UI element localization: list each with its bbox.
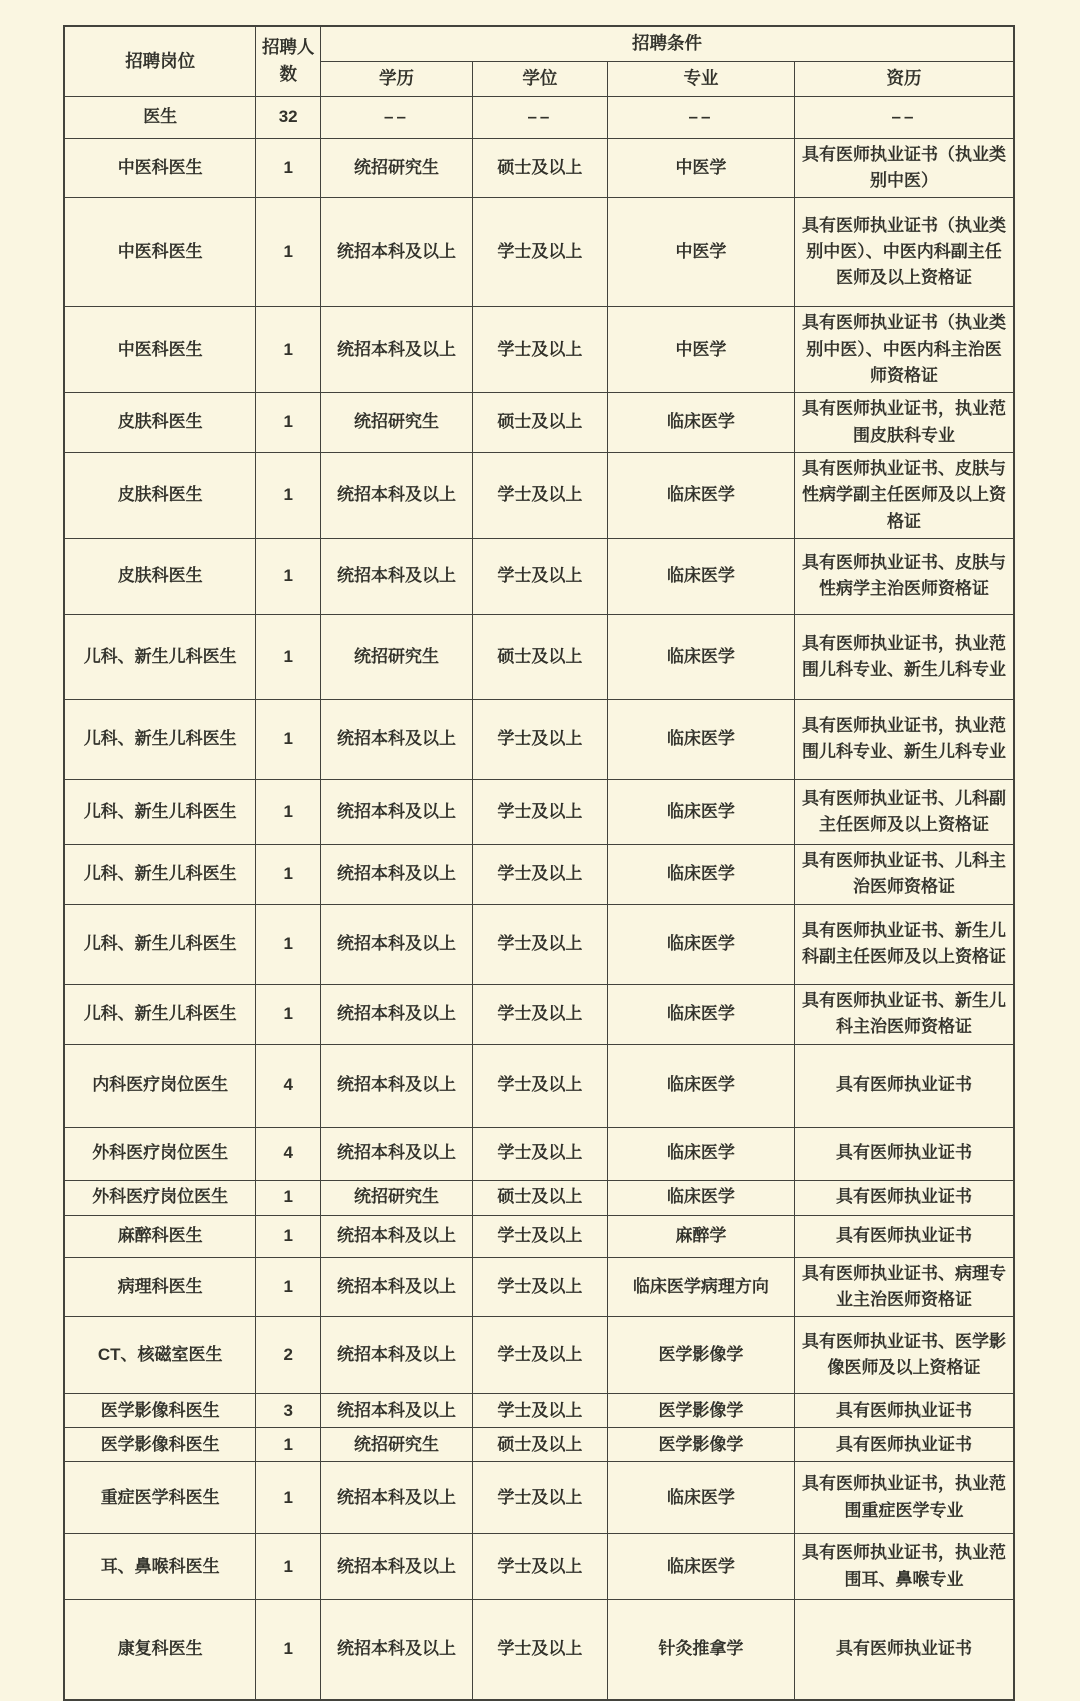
cell-education: 统招本科及以上 <box>320 1600 472 1700</box>
cell-qualification: 具有医师执业证书 <box>795 1428 1014 1462</box>
cell-education: 统招本科及以上 <box>320 1044 472 1127</box>
cell-degree: 学士及以上 <box>472 1394 607 1428</box>
cell-education: 统招本科及以上 <box>320 1257 472 1317</box>
cell-degree: 学士及以上 <box>472 779 607 844</box>
cell-position: 耳、鼻喉科医生 <box>64 1534 256 1600</box>
cell-major: 临床医学 <box>607 699 794 779</box>
cell-position: 儿科、新生儿科医生 <box>64 904 256 984</box>
cell-position: 中医科医生 <box>64 307 256 393</box>
cell-qualification: –– <box>795 96 1014 138</box>
cell-count: 1 <box>256 1257 321 1317</box>
cell-education: 统招本科及以上 <box>320 844 472 904</box>
cell-position: 皮肤科医生 <box>64 452 256 538</box>
cell-qualification: 具有医师执业证书、儿科副主任医师及以上资格证 <box>795 779 1014 844</box>
cell-count: 1 <box>256 452 321 538</box>
cell-count: 2 <box>256 1317 321 1394</box>
cell-count: 1 <box>256 1180 321 1215</box>
table-row <box>64 1215 1014 1257</box>
cell-qualification: 具有医师执业证书 <box>795 1044 1014 1127</box>
cell-position: 医学影像科医生 <box>64 1428 256 1462</box>
cell-qualification: 具有医师执业证书，执业范围儿科专业、新生儿科专业 <box>795 699 1014 779</box>
table-row <box>64 699 1014 779</box>
cell-qualification: 具有医师执业证书（执业类别中医）、中医内科副主任医师及以上资格证 <box>795 198 1014 307</box>
cell-qualification: 具有医师执业证书 <box>795 1127 1014 1180</box>
cell-qualification: 具有医师执业证书 <box>795 1180 1014 1215</box>
cell-qualification: 具有医师执业证书、儿科主治医师资格证 <box>795 844 1014 904</box>
cell-major: 中医学 <box>607 198 794 307</box>
cell-degree: 硕士及以上 <box>472 1180 607 1215</box>
cell-degree: 学士及以上 <box>472 844 607 904</box>
cell-education: 统招本科及以上 <box>320 984 472 1044</box>
cell-degree: 学士及以上 <box>472 1600 607 1700</box>
cell-education: 统招研究生 <box>320 1428 472 1462</box>
cell-count: 1 <box>256 1215 321 1257</box>
cell-degree: 学士及以上 <box>472 1215 607 1257</box>
table-row <box>64 904 1014 984</box>
cell-education: 统招研究生 <box>320 138 472 198</box>
cell-count: 1 <box>256 538 321 614</box>
cell-major: –– <box>607 96 794 138</box>
cell-count: 1 <box>256 393 321 453</box>
header-education: 学历 <box>320 61 472 96</box>
cell-major: 临床医学 <box>607 1534 794 1600</box>
cell-major: 临床医学病理方向 <box>607 1257 794 1317</box>
cell-degree: 硕士及以上 <box>472 614 607 699</box>
header-conditions: 招聘条件 <box>320 26 1014 61</box>
cell-education: –– <box>320 96 472 138</box>
cell-major: 临床医学 <box>607 452 794 538</box>
cell-major: 临床医学 <box>607 1127 794 1180</box>
cell-position: 病理科医生 <box>64 1257 256 1317</box>
cell-count: 1 <box>256 699 321 779</box>
cell-major: 临床医学 <box>607 1462 794 1534</box>
cell-education: 统招研究生 <box>320 1180 472 1215</box>
cell-position: 麻醉科医生 <box>64 1215 256 1257</box>
cell-position: 儿科、新生儿科医生 <box>64 614 256 699</box>
table-row <box>64 1044 1014 1127</box>
cell-education: 统招本科及以上 <box>320 1394 472 1428</box>
cell-count: 1 <box>256 779 321 844</box>
cell-education: 统招本科及以上 <box>320 538 472 614</box>
cell-degree: 学士及以上 <box>472 1257 607 1317</box>
cell-degree: 学士及以上 <box>472 1127 607 1180</box>
table-row <box>64 779 1014 844</box>
cell-count: 32 <box>256 96 321 138</box>
header-degree: 学位 <box>472 61 607 96</box>
cell-major: 临床医学 <box>607 984 794 1044</box>
cell-count: 4 <box>256 1127 321 1180</box>
cell-qualification: 具有医师执业证书、医学影像医师及以上资格证 <box>795 1317 1014 1394</box>
table-row <box>64 393 1014 453</box>
cell-count: 1 <box>256 138 321 198</box>
cell-education: 统招研究生 <box>320 614 472 699</box>
cell-qualification: 具有医师执业证书（执业类别中医）、中医内科主治医师资格证 <box>795 307 1014 393</box>
cell-degree: 学士及以上 <box>472 198 607 307</box>
cell-position: 皮肤科医生 <box>64 538 256 614</box>
cell-major: 针灸推拿学 <box>607 1600 794 1700</box>
cell-major: 临床医学 <box>607 614 794 699</box>
cell-major: 医学影像学 <box>607 1428 794 1462</box>
table-row <box>64 307 1014 393</box>
cell-education: 统招本科及以上 <box>320 1127 472 1180</box>
header-count: 招聘人数 <box>256 26 321 96</box>
cell-position: 儿科、新生儿科医生 <box>64 844 256 904</box>
cell-degree: –– <box>472 96 607 138</box>
cell-education: 统招本科及以上 <box>320 699 472 779</box>
cell-degree: 学士及以上 <box>472 307 607 393</box>
header-position: 招聘岗位 <box>64 26 256 96</box>
table-row <box>64 138 1014 198</box>
cell-major: 临床医学 <box>607 393 794 453</box>
cell-degree: 硕士及以上 <box>472 393 607 453</box>
cell-qualification: 具有医师执业证书，执业范围皮肤科专业 <box>795 393 1014 453</box>
cell-education: 统招本科及以上 <box>320 1317 472 1394</box>
cell-education: 统招本科及以上 <box>320 307 472 393</box>
cell-position: 中医科医生 <box>64 138 256 198</box>
cell-education: 统招本科及以上 <box>320 198 472 307</box>
cell-degree: 学士及以上 <box>472 452 607 538</box>
cell-position: 外科医疗岗位医生 <box>64 1180 256 1215</box>
table-row <box>64 96 1014 138</box>
cell-count: 1 <box>256 844 321 904</box>
cell-position: 皮肤科医生 <box>64 393 256 453</box>
cell-position: 康复科医生 <box>64 1600 256 1700</box>
cell-degree: 学士及以上 <box>472 538 607 614</box>
table-row <box>64 1317 1014 1394</box>
cell-count: 1 <box>256 307 321 393</box>
cell-count: 1 <box>256 1600 321 1700</box>
cell-position: 医生 <box>64 96 256 138</box>
cell-qualification: 具有医师执业证书、新生儿科副主任医师及以上资格证 <box>795 904 1014 984</box>
cell-major: 医学影像学 <box>607 1394 794 1428</box>
cell-major: 麻醉学 <box>607 1215 794 1257</box>
cell-position: 外科医疗岗位医生 <box>64 1127 256 1180</box>
cell-qualification: 具有医师执业证书、皮肤与性病学主治医师资格证 <box>795 538 1014 614</box>
cell-major: 临床医学 <box>607 779 794 844</box>
cell-education: 统招研究生 <box>320 393 472 453</box>
cell-position: 医学影像科医生 <box>64 1394 256 1428</box>
table-row <box>64 1257 1014 1317</box>
cell-degree: 学士及以上 <box>472 1317 607 1394</box>
cell-position: CT、核磁室医生 <box>64 1317 256 1394</box>
cell-degree: 学士及以上 <box>472 1044 607 1127</box>
cell-major: 临床医学 <box>607 1180 794 1215</box>
cell-count: 1 <box>256 1534 321 1600</box>
cell-degree: 学士及以上 <box>472 1534 607 1600</box>
cell-count: 4 <box>256 1044 321 1127</box>
cell-major: 临床医学 <box>607 904 794 984</box>
cell-education: 统招本科及以上 <box>320 904 472 984</box>
header-qualification: 资历 <box>795 61 1014 96</box>
table-row <box>64 1394 1014 1428</box>
cell-education: 统招本科及以上 <box>320 1462 472 1534</box>
cell-qualification: 具有医师执业证书 <box>795 1215 1014 1257</box>
cell-count: 1 <box>256 614 321 699</box>
cell-education: 统招本科及以上 <box>320 779 472 844</box>
cell-count: 1 <box>256 904 321 984</box>
table-row <box>64 844 1014 904</box>
header-major: 专业 <box>607 61 794 96</box>
cell-degree: 学士及以上 <box>472 699 607 779</box>
cell-qualification: 具有医师执业证书，执业范围重症医学专业 <box>795 1462 1014 1534</box>
cell-major: 临床医学 <box>607 538 794 614</box>
cell-education: 统招本科及以上 <box>320 1534 472 1600</box>
cell-major: 中医学 <box>607 307 794 393</box>
table-row <box>64 614 1014 699</box>
table-row <box>64 984 1014 1044</box>
table-row <box>64 538 1014 614</box>
cell-position: 内科医疗岗位医生 <box>64 1044 256 1127</box>
cell-major: 中医学 <box>607 138 794 198</box>
cell-qualification: 具有医师执业证书 <box>795 1600 1014 1700</box>
table-row <box>64 1428 1014 1462</box>
cell-count: 1 <box>256 198 321 307</box>
cell-qualification: 具有医师执业证书、新生儿科主治医师资格证 <box>795 984 1014 1044</box>
cell-education: 统招本科及以上 <box>320 452 472 538</box>
cell-degree: 硕士及以上 <box>472 138 607 198</box>
cell-major: 临床医学 <box>607 844 794 904</box>
cell-qualification: 具有医师执业证书（执业类别中医） <box>795 138 1014 198</box>
cell-count: 1 <box>256 984 321 1044</box>
table-row <box>64 452 1014 538</box>
recruitment-table <box>63 25 1015 1701</box>
cell-degree: 学士及以上 <box>472 1462 607 1534</box>
cell-qualification: 具有医师执业证书 <box>795 1394 1014 1428</box>
cell-count: 3 <box>256 1394 321 1428</box>
cell-position: 儿科、新生儿科医生 <box>64 779 256 844</box>
cell-qualification: 具有医师执业证书，执业范围儿科专业、新生儿科专业 <box>795 614 1014 699</box>
table-row <box>64 1600 1014 1700</box>
cell-degree: 学士及以上 <box>472 984 607 1044</box>
cell-position: 儿科、新生儿科医生 <box>64 699 256 779</box>
cell-position: 儿科、新生儿科医生 <box>64 984 256 1044</box>
table-row <box>64 1127 1014 1180</box>
table-row <box>64 1462 1014 1534</box>
cell-position: 重症医学科医生 <box>64 1462 256 1534</box>
cell-count: 1 <box>256 1462 321 1534</box>
cell-position: 中医科医生 <box>64 198 256 307</box>
cell-degree: 硕士及以上 <box>472 1428 607 1462</box>
cell-qualification: 具有医师执业证书，执业范围耳、鼻喉专业 <box>795 1534 1014 1600</box>
cell-degree: 学士及以上 <box>472 904 607 984</box>
cell-education: 统招本科及以上 <box>320 1215 472 1257</box>
cell-qualification: 具有医师执业证书、皮肤与性病学副主任医师及以上资格证 <box>795 452 1014 538</box>
cell-major: 医学影像学 <box>607 1317 794 1394</box>
cell-count: 1 <box>256 1428 321 1462</box>
table-row <box>64 1180 1014 1215</box>
table-row <box>64 1534 1014 1600</box>
cell-qualification: 具有医师执业证书、病理专业主治医师资格证 <box>795 1257 1014 1317</box>
cell-major: 临床医学 <box>607 1044 794 1127</box>
table-row <box>64 198 1014 307</box>
